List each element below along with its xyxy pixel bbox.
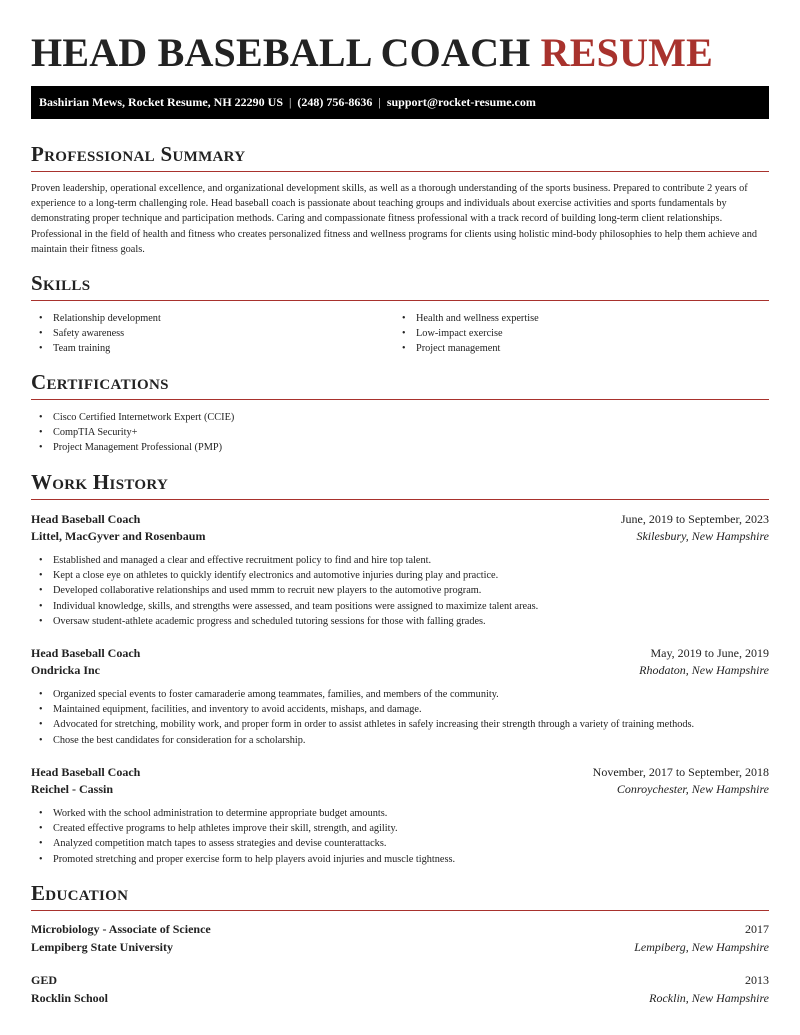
resume-title bbox=[31, 30, 713, 76]
summary-text: Proven leadership, operational excellence, and organizational development skills, as well as a thorough understanding of the sports business. Prepared to contribute 2 years of experience to a long-term challenging role. Head baseball coach is passionate about teaching groups and individuals about exercise activities and sports fundamentals by demonstrating proper technique and participation methods. Caring and compassionate fitness professional with a track record of building long-term client relationships. Professional in the field of health and fitness who creates personalized fitness and wellness programs for clients using holistic mind-body philosophies to help them achieve and maintain their fitness goals. bbox=[31, 183, 758, 255]
job-duty: • Organized special events to foster camaraderie among teammates, families, and members of the community. bbox=[31, 687, 694, 702]
education-header bbox=[31, 920, 769, 938]
skill-item: • Health and wellness expertise bbox=[394, 311, 539, 326]
job-duty: • Maintained equipment, facilities, and inventory to avoid accidents, mishaps, and damage. bbox=[31, 702, 694, 717]
job-duty: • Kept a close eye on athletes to quickly identify electronics and automotive injuries during play and practice. bbox=[31, 568, 538, 583]
job-duties-list bbox=[31, 687, 694, 748]
certification-item: • Cisco Certified Internetwork Expert (CCIE) bbox=[31, 410, 234, 425]
job-title: Head Baseball Coach bbox=[31, 512, 141, 526]
job-duty: • Analyzed competition match tapes to assess strategies and devise counterattacks. bbox=[31, 836, 455, 851]
job-header bbox=[31, 510, 769, 528]
education-school: Rocklin School bbox=[31, 991, 109, 1005]
education-location: Lempiberg, New Hampshire bbox=[634, 940, 769, 954]
job-header bbox=[31, 644, 769, 662]
education-year: 2017 bbox=[745, 922, 769, 936]
job-duty: • Established and managed a clear and effective recruitment policy to find and hire top talent. bbox=[31, 553, 538, 568]
job-company-row bbox=[31, 661, 769, 679]
certifications-list bbox=[31, 410, 234, 456]
title-main: HEAD BASEBALL COACH bbox=[31, 30, 531, 75]
job-company: Reichel - Cassin bbox=[31, 782, 113, 796]
education-school-row bbox=[31, 938, 769, 956]
job-duty: • Created effective programs to help athletes improve their skill, strength, and agility. bbox=[31, 821, 455, 836]
education-school: Lempiberg State University bbox=[31, 940, 173, 954]
skills-list-right bbox=[394, 311, 539, 357]
job-location: Skilesbury, New Hampshire bbox=[636, 529, 769, 543]
job-duties-list bbox=[31, 806, 455, 867]
job-location: Conroychester, New Hampshire bbox=[616, 782, 769, 796]
contact-bar bbox=[31, 86, 769, 119]
work-history-heading: Work History bbox=[31, 469, 769, 500]
job-company-row bbox=[31, 527, 769, 545]
summary-heading: Professional Summary bbox=[31, 141, 769, 172]
education-school-row bbox=[31, 989, 769, 1007]
job-dates: May, 2019 to June, 2019 bbox=[650, 646, 769, 660]
job-location: Rhodaton, New Hampshire bbox=[639, 663, 769, 677]
job-duty: • Oversaw student-athlete academic progress and scheduled tutoring sessions for those with falling grades. bbox=[31, 614, 538, 629]
skill-item: • Team training bbox=[31, 341, 161, 356]
skill-item: • Safety awareness bbox=[31, 326, 161, 341]
skill-item: • Project management bbox=[394, 341, 539, 356]
skill-item: • Low-impact exercise bbox=[394, 326, 539, 341]
contact-separator: | bbox=[378, 95, 381, 109]
job-dates: November, 2017 to September, 2018 bbox=[592, 765, 769, 779]
education-degree: Microbiology - Associate of Science bbox=[31, 922, 211, 936]
job-duty: • Chose the best candidates for consideration for a scholarship. bbox=[31, 733, 694, 748]
skills-heading: Skills bbox=[31, 270, 769, 301]
title-accent: RESUME bbox=[540, 30, 714, 75]
education-degree: GED bbox=[31, 973, 58, 987]
job-duty: • Developed collaborative relationships and used mmm to recruit new players to the automotive program. bbox=[31, 583, 538, 598]
skill-item: • Relationship development bbox=[31, 311, 161, 326]
education-heading: Education bbox=[31, 880, 769, 911]
job-title: Head Baseball Coach bbox=[31, 765, 141, 779]
contact-separator: | bbox=[289, 95, 292, 109]
job-duty: • Individual knowledge, skills, and strengths were assessed, and team positions were assigned to maximize talent areas. bbox=[31, 599, 538, 614]
job-company: Littel, MacGyver and Rosenbaum bbox=[31, 529, 206, 543]
certifications-heading: Certifications bbox=[31, 369, 769, 400]
education-header bbox=[31, 971, 769, 989]
skills-list-left bbox=[31, 311, 161, 357]
job-company: Ondricka Inc bbox=[31, 663, 101, 677]
job-company-row bbox=[31, 780, 769, 798]
job-duties-list bbox=[31, 553, 538, 629]
job-duty: • Worked with the school administration to determine appropriate budget amounts. bbox=[31, 806, 455, 821]
job-title: Head Baseball Coach bbox=[31, 646, 141, 660]
certification-item: • CompTIA Security+ bbox=[31, 425, 234, 440]
job-dates: June, 2019 to September, 2023 bbox=[620, 512, 769, 526]
job-header bbox=[31, 763, 769, 781]
contact-email: support@rocket-resume.com bbox=[386, 95, 536, 109]
contact-phone: (248) 756-8636 bbox=[297, 95, 373, 109]
contact-address: Bashirian Mews, Rocket Resume, NH 22290 US bbox=[39, 95, 283, 109]
job-duty: • Promoted stretching and proper exercise form to help players avoid injuries and muscle tightness. bbox=[31, 852, 455, 867]
education-location: Rocklin, New Hampshire bbox=[649, 991, 769, 1005]
certification-item: • Project Management Professional (PMP) bbox=[31, 440, 234, 455]
job-duty: • Advocated for stretching, mobility work, and proper form in order to assist athletes in safely increasing their strength through a variety of training methods. bbox=[31, 717, 694, 732]
education-year: 2013 bbox=[745, 973, 769, 987]
